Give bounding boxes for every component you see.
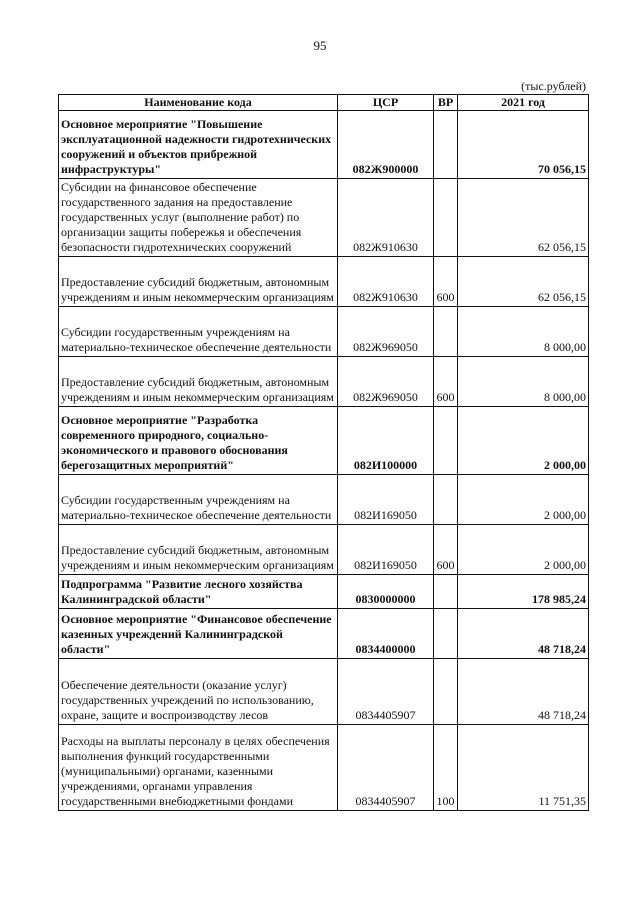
row-name-cell: Предоставление субсидий бюджетным, автономным учреждениям и иным некоммерческим организациям: [59, 525, 338, 575]
row-amount-cell: 62 056,15: [458, 179, 589, 257]
row-amount-cell: 62 056,15: [458, 257, 589, 307]
row-vr-cell: [434, 659, 458, 725]
row-vr-cell: [434, 111, 458, 179]
row-amount-cell: 8 000,00: [458, 307, 589, 357]
table-row: [59, 725, 589, 811]
row-amount-cell: 8 000,00: [458, 357, 589, 407]
row-csr-cell: 0834405907: [338, 659, 434, 725]
row-csr-cell: 082И169050: [338, 475, 434, 525]
table-row: [59, 111, 589, 179]
row-name-cell: Обеспечение деятельности (оказание услуг) государственных учреждений по использованию, охране, защите и воспроизводству лесов: [59, 659, 338, 725]
row-amount-cell: 2 000,00: [458, 525, 589, 575]
row-vr-cell: 100: [434, 725, 458, 811]
table-row: [59, 307, 589, 357]
table-row: [59, 179, 589, 257]
row-csr-cell: 082Ж910630: [338, 257, 434, 307]
units-label: (тыс.рублей): [521, 79, 586, 93]
row-vr-cell: [434, 407, 458, 475]
row-csr-cell: 082Ж910630: [338, 179, 434, 257]
column-header-name: Наименование кода: [59, 95, 338, 111]
row-csr-cell: 082Ж969050: [338, 357, 434, 407]
row-name-cell: Расходы на выплаты персоналу в целях обеспечения выполнения функций государственными (муниципальными) органами, казенными учреждениями, органами управления государственными внебюджетными фондами: [59, 725, 338, 811]
table-row: [59, 357, 589, 407]
row-amount-cell: 178 985,24: [458, 575, 589, 609]
row-name-cell: Субсидии на финансовое обеспечение государственного задания на предоставление государственных услуг (выполнение работ) по организации защиты побережья и обеспечения безопасности гидротехнических сооружений: [59, 179, 338, 257]
row-name-cell: Подпрограмма "Развитие лесного хозяйства Калининградской области": [59, 575, 338, 609]
row-vr-cell: [434, 609, 458, 659]
table-row: [59, 659, 589, 725]
row-csr-cell: 082Ж900000: [338, 111, 434, 179]
row-vr-cell: [434, 575, 458, 609]
row-csr-cell: 082Ж969050: [338, 307, 434, 357]
row-csr-cell: 0830000000: [338, 575, 434, 609]
row-csr-cell: 082И100000: [338, 407, 434, 475]
row-vr-cell: 600: [434, 357, 458, 407]
column-header-vr: ВР: [434, 95, 458, 111]
row-vr-cell: [434, 179, 458, 257]
table-row: [59, 407, 589, 475]
row-vr-cell: 600: [434, 525, 458, 575]
budget-table: [58, 94, 589, 811]
row-name-cell: Основное мероприятие "Финансовое обеспечение казенных учреждений Калининградской области": [59, 609, 338, 659]
row-amount-cell: 2 000,00: [458, 475, 589, 525]
row-vr-cell: 600: [434, 257, 458, 307]
row-amount-cell: 48 718,24: [458, 609, 589, 659]
row-amount-cell: 2 000,00: [458, 407, 589, 475]
row-name-cell: Предоставление субсидий бюджетным, автономным учреждениям и иным некоммерческим организациям: [59, 357, 338, 407]
row-csr-cell: 082И169050: [338, 525, 434, 575]
table-row: [59, 257, 589, 307]
row-amount-cell: 70 056,15: [458, 111, 589, 179]
row-vr-cell: [434, 307, 458, 357]
row-csr-cell: 0834405907: [338, 725, 434, 811]
row-name-cell: Предоставление субсидий бюджетным, автономным учреждениям и иным некоммерческим организациям: [59, 257, 338, 307]
column-header-year: 2021 год: [458, 95, 589, 111]
row-name-cell: Субсидии государственным учреждениям на материально-техническое обеспечение деятельности: [59, 475, 338, 525]
table-row: [59, 525, 589, 575]
table-row: [59, 575, 589, 609]
column-header-csr: ЦСР: [338, 95, 434, 111]
row-name-cell: Основное мероприятие "Повышение эксплуатационной надежности гидротехнических сооружений и объектов прибрежной инфраструктуры": [59, 111, 338, 179]
row-amount-cell: 48 718,24: [458, 659, 589, 725]
row-name-cell: Основное мероприятие "Разработка современного природного, социально-экономического и правового обоснования берегозащитных мероприятий": [59, 407, 338, 475]
page-number: 95: [313, 38, 327, 53]
row-csr-cell: 0834400000: [338, 609, 434, 659]
row-vr-cell: [434, 475, 458, 525]
row-name-cell: Субсидии государственным учреждениям на материально-техническое обеспечение деятельности: [59, 307, 338, 357]
table-row: [59, 609, 589, 659]
table-row: [59, 475, 589, 525]
table-header-row: [59, 95, 589, 111]
table-body: [59, 111, 589, 811]
row-amount-cell: 11 751,35: [458, 725, 589, 811]
